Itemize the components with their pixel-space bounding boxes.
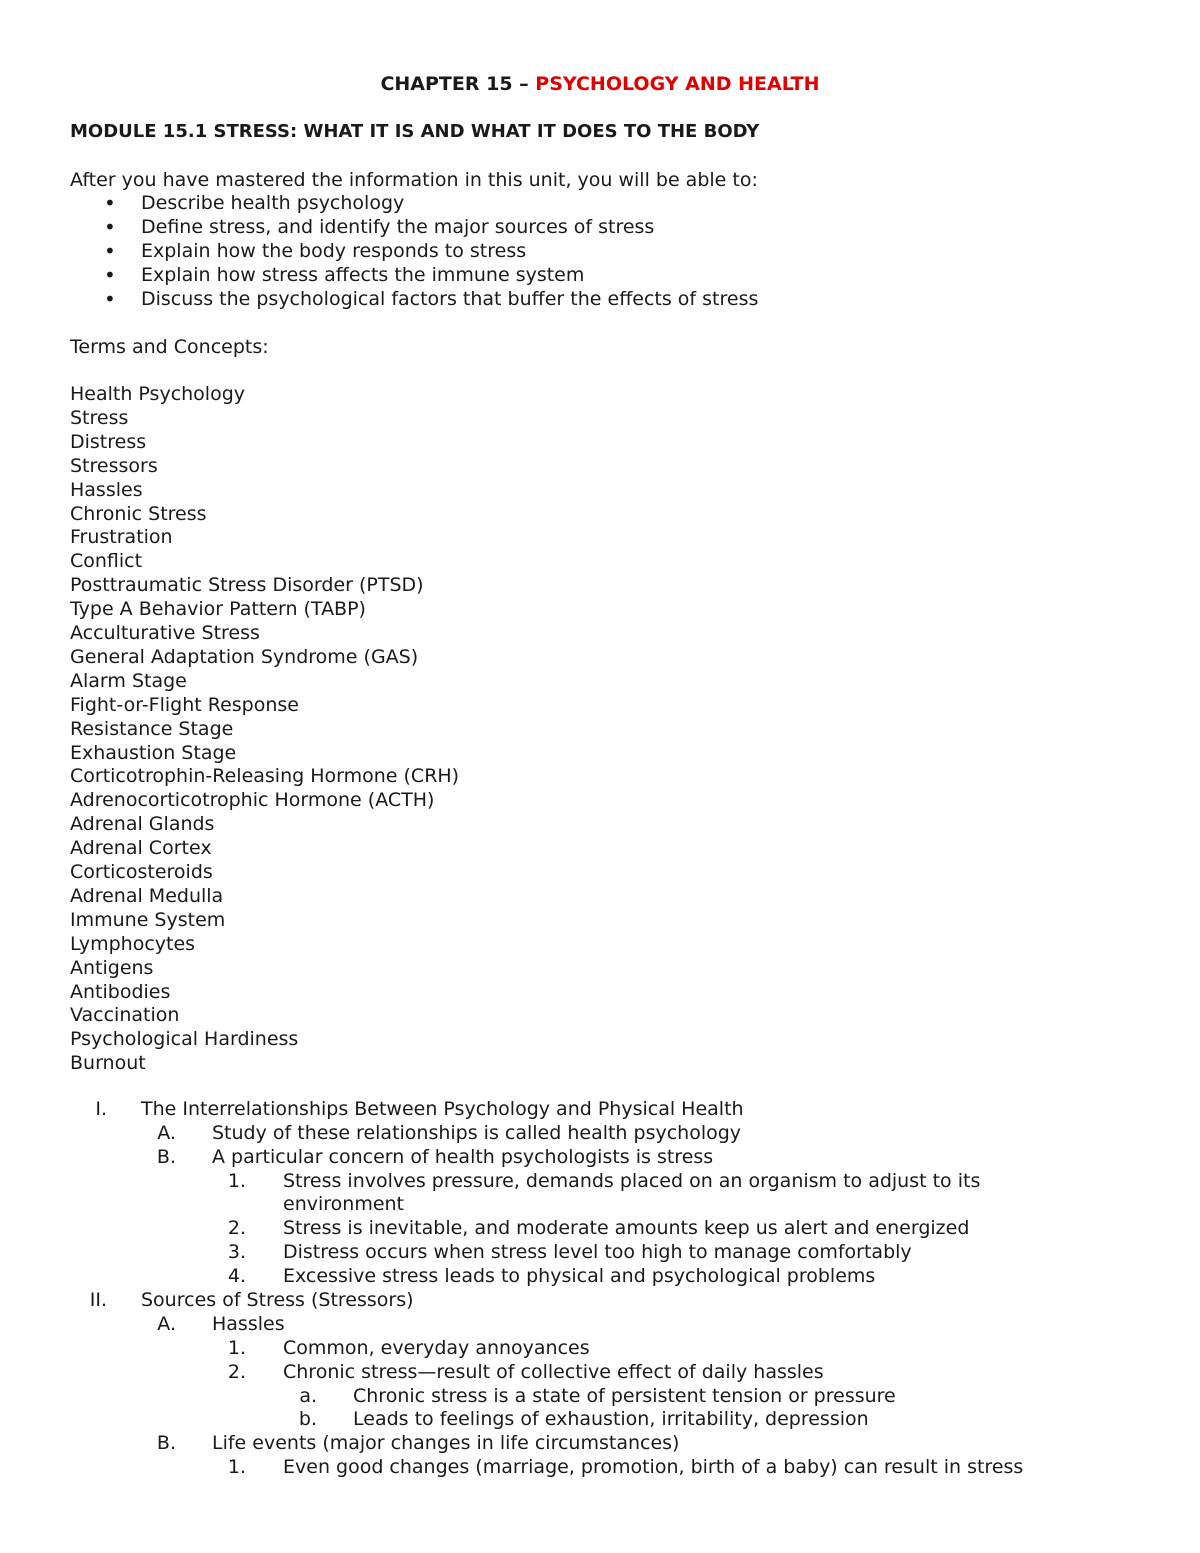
- term-item: Burnout: [70, 1052, 146, 1075]
- outline-item-text: Stress is inevitable, and moderate amounts keep us alert and energized: [283, 1217, 970, 1239]
- bullet-icon: •: [104, 215, 116, 239]
- objective-item: Explain how the body responds to stress: [141, 240, 527, 262]
- outline-item-text: Leads to feelings of exhaustion, irritability, depression: [353, 1408, 869, 1430]
- outline-marker: 2.: [227, 1361, 246, 1383]
- chapter-title-prefix: CHAPTER 15 –: [380, 73, 536, 95]
- outline-marker: 4.: [227, 1265, 246, 1287]
- term-item: Alarm Stage: [70, 669, 187, 692]
- term-item: General Adaptation Syndrome (GAS): [70, 645, 419, 668]
- outline-item-text: Distress occurs when stress level too high to manage comfortably: [283, 1241, 912, 1263]
- objective-item: Define stress, and identify the major sources of stress: [141, 216, 655, 238]
- term-item: Adrenal Medulla: [70, 884, 224, 907]
- outline-item-text: Common, everyday annoyances: [283, 1337, 590, 1359]
- terms-heading: Terms and Concepts:: [70, 336, 269, 358]
- outline-item-text: Chronic stress—result of collective effect of daily hassles: [283, 1361, 824, 1383]
- term-item: Antigens: [70, 956, 154, 979]
- outline-marker: 1.: [227, 1170, 246, 1192]
- term-item: Immune System: [70, 908, 226, 931]
- outline-item-text: Life events (major changes in life circumstances): [212, 1432, 680, 1454]
- term-item: Resistance Stage: [70, 717, 234, 740]
- term-item: Adrenal Cortex: [70, 837, 212, 860]
- outline-marker: b.: [298, 1408, 317, 1430]
- term-item: Exhaustion Stage: [70, 741, 237, 764]
- chapter-title-highlight: PSYCHOLOGY AND HEALTH: [535, 73, 820, 95]
- outline-item-text: Sources of Stress (Stressors): [141, 1289, 414, 1311]
- outline-marker: II.: [89, 1289, 107, 1311]
- outline-marker: I.: [95, 1098, 107, 1120]
- outline-item-text: Excessive stress leads to physical and psychological problems: [283, 1265, 876, 1287]
- outline-item-text: Hassles: [212, 1313, 285, 1335]
- term-item: Acculturative Stress: [70, 622, 260, 644]
- term-item: Corticotrophin-Releasing Hormone (CRH): [70, 765, 460, 788]
- outline-item-text: Study of these relationships is called health psychology: [212, 1122, 742, 1144]
- term-item: Hassles: [70, 478, 143, 501]
- outline-marker: a.: [299, 1385, 317, 1407]
- bullet-icon: •: [104, 287, 116, 311]
- outline-item-text: Even good changes (marriage, promotion, birth of a baby) can result in stress: [283, 1456, 1024, 1478]
- term-item: Corticosteroids: [70, 861, 213, 883]
- outline-marker: B.: [156, 1146, 176, 1168]
- term-item: Antibodies: [70, 980, 171, 1003]
- outline-item-text: Chronic stress is a state of persistent tension or pressure: [353, 1385, 896, 1407]
- module-heading: MODULE 15.1 STRESS: WHAT IT IS AND WHAT IT DOES TO THE BODY: [70, 121, 760, 142]
- term-item: Adrenal Glands: [70, 813, 215, 836]
- term-item: Stressors: [70, 454, 158, 477]
- outline-item-text: The Interrelationships Between Psychology and Physical Health: [141, 1098, 744, 1120]
- outline-item-text: A particular concern of health psychologists is stress: [212, 1146, 714, 1168]
- term-item: Psychological Hardiness: [70, 1028, 299, 1051]
- outline-marker: 1.: [227, 1337, 246, 1359]
- intro-text: After you have mastered the information in this unit, you will be able to:: [70, 169, 758, 191]
- term-item: Health Psychology: [70, 383, 246, 405]
- term-item: Conflict: [70, 550, 143, 573]
- chapter-title: [0, 72, 1200, 96]
- outline-marker: 1.: [227, 1456, 246, 1478]
- term-item: Adrenocorticotrophic Hormone (ACTH): [70, 789, 435, 812]
- outline-marker: A.: [157, 1313, 176, 1335]
- term-item: Type A Behavior Pattern (TABP): [70, 598, 366, 621]
- term-item: Lymphocytes: [70, 932, 196, 955]
- bullet-icon: •: [104, 239, 116, 263]
- term-item: Frustration: [70, 526, 173, 549]
- term-item: Vaccination: [70, 1004, 180, 1027]
- term-item: Chronic Stress: [70, 502, 207, 525]
- outline-item-text: Stress involves pressure, demands placed on an organism to adjust to its: [283, 1170, 981, 1192]
- objective-item: Discuss the psychological factors that buffer the effects of stress: [141, 288, 759, 310]
- outline-marker: 2.: [227, 1217, 246, 1239]
- term-item: Fight-or-Flight Response: [70, 693, 299, 716]
- term-item: Posttraumatic Stress Disorder (PTSD): [70, 574, 424, 597]
- bullet-icon: •: [104, 191, 116, 215]
- outline-marker: A.: [157, 1122, 176, 1144]
- bullet-icon: •: [104, 263, 116, 287]
- term-item: Stress: [70, 406, 129, 429]
- objective-item: Describe health psychology: [141, 192, 405, 214]
- objective-item: Explain how stress affects the immune system: [141, 264, 585, 286]
- outline-marker: 3.: [227, 1241, 246, 1263]
- outline-marker: B.: [156, 1432, 176, 1454]
- term-item: Distress: [70, 430, 147, 453]
- outline-item-text: environment: [283, 1193, 405, 1215]
